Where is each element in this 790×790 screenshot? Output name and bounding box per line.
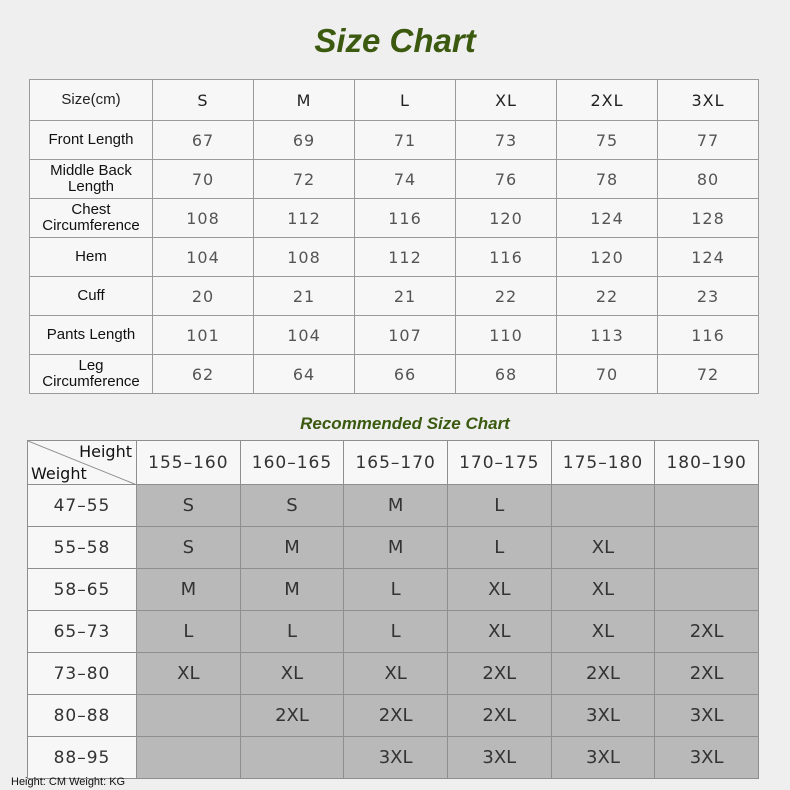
row-label: Chest Circumference [30,199,153,238]
height-header: 170–175 [447,441,551,485]
table-row [28,611,759,653]
weight-label-cell: 88–95 [28,737,137,779]
size-cell [137,737,241,779]
size-cell: 3XL [551,695,655,737]
measurement-cell: 116 [456,238,557,277]
weight-label: Weight [31,464,87,483]
size-cell: XL [551,569,655,611]
page-title: Size Chart [314,22,476,59]
size-cell [240,737,344,779]
size-cell: 2XL [240,695,344,737]
measurement-cell: 76 [456,160,557,199]
table-row [28,569,759,611]
size-cell: 3XL [655,737,759,779]
size-cell: 2XL [447,695,551,737]
size-table [29,79,759,394]
size-cell: L [240,611,344,653]
table-row [28,527,759,569]
size-cell: XL [551,611,655,653]
height-header: 180–190 [655,441,759,485]
measurement-cell: 80 [658,160,759,199]
header-row [28,441,759,485]
measurement-cell: 104 [153,238,254,277]
size-header: S [153,80,254,121]
size-cell [655,485,759,527]
size-cell: 3XL [655,695,759,737]
recommended-title: Recommended Size Chart [300,414,510,433]
measurement-cell: 72 [658,355,759,394]
row-label: Leg Circumference [30,355,153,394]
row-label: Pants Length [30,316,153,355]
size-cell: M [344,527,448,569]
weight-label-cell: 73–80 [28,653,137,695]
size-cell: XL [137,653,241,695]
recommended-size-table [27,440,759,779]
height-label: Height [79,442,132,461]
header-row [30,80,759,121]
size-cell [137,695,241,737]
height-header: 155–160 [137,441,241,485]
table-row [30,277,759,316]
size-cell: 2XL [655,611,759,653]
measurement-cell: 71 [355,121,456,160]
size-cell: XL [240,653,344,695]
table-row [28,653,759,695]
weight-label-cell: 55–58 [28,527,137,569]
size-cell: L [447,527,551,569]
size-cell: XL [551,527,655,569]
weight-label-cell: 47–55 [28,485,137,527]
row-label: Cuff [30,277,153,316]
measurement-cell: 72 [254,160,355,199]
size-cell: 3XL [344,737,448,779]
size-cell [655,569,759,611]
measurement-cell: 69 [254,121,355,160]
table-row [30,160,759,199]
measurement-cell: 110 [456,316,557,355]
measurement-cell: 73 [456,121,557,160]
size-cell: XL [344,653,448,695]
weight-label-cell: 80–88 [28,695,137,737]
table-row [30,121,759,160]
size-cell: 2XL [551,653,655,695]
measurement-cell: 66 [355,355,456,394]
size-cell: S [137,527,241,569]
size-cell: M [344,485,448,527]
measurement-cell: 74 [355,160,456,199]
size-cell: 3XL [551,737,655,779]
measurement-cell: 75 [557,121,658,160]
measurement-cell: 120 [456,199,557,238]
measurement-cell: 120 [557,238,658,277]
size-cell: 2XL [447,653,551,695]
size-cell: L [344,569,448,611]
measurement-cell: 23 [658,277,759,316]
measurement-cell: 21 [254,277,355,316]
size-cell: 2XL [344,695,448,737]
table-row [30,199,759,238]
size-header: XL [456,80,557,121]
measurement-cell: 22 [456,277,557,316]
measurement-cell: 62 [153,355,254,394]
measurement-cell: 128 [658,199,759,238]
corner-cell [28,441,137,485]
measurement-cell: 78 [557,160,658,199]
size-cell: S [137,485,241,527]
measurement-cell: 124 [658,238,759,277]
measurement-cell: 77 [658,121,759,160]
size-cell: M [240,527,344,569]
size-cell: XL [447,569,551,611]
size-header: 2XL [557,80,658,121]
height-header: 175–180 [551,441,655,485]
measurement-cell: 108 [153,199,254,238]
units-footnote: Height: CM Weight: KG [11,776,126,788]
size-cell: S [240,485,344,527]
size-cell: 2XL [655,653,759,695]
measurement-cell: 70 [153,160,254,199]
measurement-cell: 116 [355,199,456,238]
table-row [30,355,759,394]
size-cell: M [137,569,241,611]
measurement-cell: 68 [456,355,557,394]
size-cell [655,527,759,569]
table-row [28,737,759,779]
height-header: 160–165 [240,441,344,485]
measurement-cell: 101 [153,316,254,355]
measurement-cell: 22 [557,277,658,316]
measurement-cell: 113 [557,316,658,355]
size-cell: L [447,485,551,527]
measurement-cell: 64 [254,355,355,394]
size-cell: M [240,569,344,611]
size-cell [551,485,655,527]
size-header-label: Size(cm) [30,80,153,121]
size-cell: L [344,611,448,653]
measurement-cell: 124 [557,199,658,238]
size-cell: XL [447,611,551,653]
row-label: Hem [30,238,153,277]
measurement-cell: 104 [254,316,355,355]
measurement-cell: 112 [254,199,355,238]
size-header: M [254,80,355,121]
measurement-cell: 112 [355,238,456,277]
table-row [28,485,759,527]
measurement-cell: 108 [254,238,355,277]
size-cell: L [137,611,241,653]
size-cell: 3XL [447,737,551,779]
weight-label-cell: 58–65 [28,569,137,611]
measurement-cell: 21 [355,277,456,316]
table-row [28,695,759,737]
measurement-cell: 20 [153,277,254,316]
weight-label-cell: 65–73 [28,611,137,653]
row-label: Front Length [30,121,153,160]
measurement-cell: 70 [557,355,658,394]
measurement-cell: 67 [153,121,254,160]
measurement-cell: 107 [355,316,456,355]
size-header: 3XL [658,80,759,121]
table-row [30,316,759,355]
table-row [30,238,759,277]
size-header: L [355,80,456,121]
height-header: 165–170 [344,441,448,485]
measurement-cell: 116 [658,316,759,355]
row-label: Middle Back Length [30,160,153,199]
